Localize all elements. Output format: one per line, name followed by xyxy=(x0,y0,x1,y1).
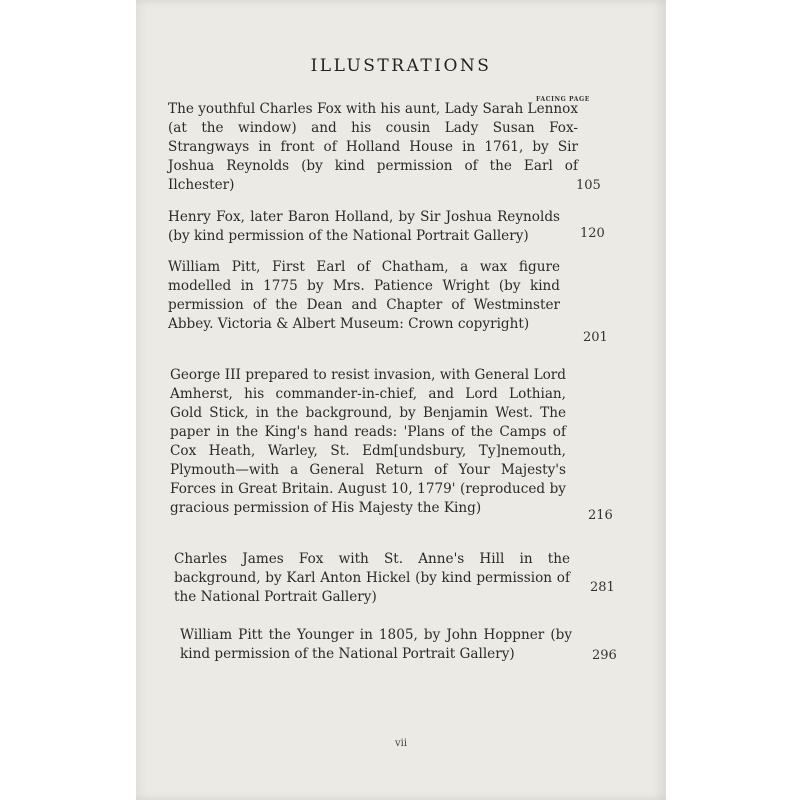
illustration-entry xyxy=(168,258,560,334)
entry-text: William Pitt the Younger in 1805, by John Hoppner (by kind permission of the National Portrait Gallery) xyxy=(180,627,572,662)
entry-text: William Pitt, First Earl of Chatham, a wax figure modelled in 1775 by Mrs. Patience Wright (by kind permission of the Dean and Chapter of Westminster Abbey. Victoria & Albert Museum: Crown copyright) xyxy=(168,259,560,332)
page-folio: vii xyxy=(394,738,408,749)
entry-page-number: 281 xyxy=(590,580,615,595)
entry-text: George III prepared to resist invasion, with General Lord Amherst, his commander-in-chief, and Lord Lothian, Gold Stick, in the background, by Benjamin West. The paper in the King's hand reads: 'Plans of the Camps of Cox Heath, Warley, St. Edm[undsbury, Ty]nemouth, Plymouth—with a General Return of Your Majesty's Forces in Great Britain. August 10, 1779' (reproduced by gracious permission of His Majesty the King) xyxy=(170,367,566,516)
book-page xyxy=(136,0,666,800)
illustration-entry xyxy=(168,100,578,195)
entry-page-number: 201 xyxy=(583,330,608,345)
illustration-entry xyxy=(174,550,570,607)
entry-page-number: 216 xyxy=(588,508,613,523)
illustration-entry xyxy=(180,626,572,664)
entry-text: The youthful Charles Fox with his aunt, Lady Sarah Lennox (at the window) and his cousin Lady Susan Fox-Strangways in front of Holland House in 1761, by Sir Joshua Reynolds (by kind permission of the Earl of Ilchester) xyxy=(168,101,578,193)
entry-page-number: 296 xyxy=(592,648,617,663)
facing-page-label: FACING PAGE xyxy=(536,96,590,103)
illustration-entry xyxy=(168,208,560,246)
illustration-entry xyxy=(170,366,566,518)
page-title: ILLUSTRATIONS xyxy=(310,56,492,76)
entry-page-number: 105 xyxy=(576,178,601,193)
entry-text: Charles James Fox with St. Anne's Hill in the background, by Karl Anton Hickel (by kind permission of the National Portrait Gallery) xyxy=(174,551,570,605)
entry-page-number: 120 xyxy=(580,226,605,241)
entry-text: Henry Fox, later Baron Holland, by Sir Joshua Reynolds (by kind permission of the National Portrait Gallery) xyxy=(168,209,560,244)
